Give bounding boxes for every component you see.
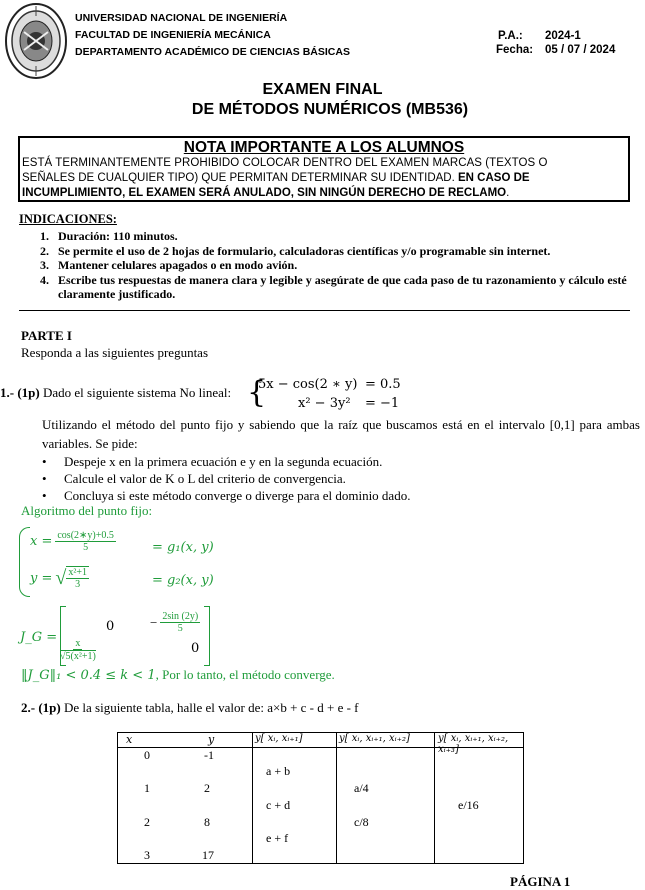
equation-2-rhs: = −1 — [365, 396, 400, 411]
y-value: -1 — [204, 748, 214, 762]
third-diff-value: e/16 — [458, 798, 479, 812]
part-subtitle: Responda a las siguientes preguntas — [21, 345, 209, 360]
part-title: PARTE I — [21, 328, 72, 343]
first-diff-value: a + b — [266, 764, 291, 778]
question-1-paragraph: Utilizando el método del punto fijo y sabiendo que la raíz que buscamos está en el intervalo [0,1] para ambas variables. Se pide: — [42, 417, 640, 451]
important-notice-box — [18, 136, 630, 202]
jacobian-label: J_G = — [20, 630, 58, 645]
bullet-item: • Calcule el valor de K o L del criterio de convergencia. — [42, 471, 346, 486]
date-value: 05 / 07 / 2024 — [545, 44, 616, 56]
x-value: 3 — [144, 848, 150, 862]
x-value: 2 — [144, 815, 150, 829]
instructions-list — [40, 229, 630, 302]
system-brace: { — [247, 375, 267, 410]
matrix-entry-22: 0 — [191, 641, 200, 656]
university-seal — [4, 2, 68, 80]
second-diff-value: a/4 — [354, 781, 369, 795]
instruction-item: 1. Duración: 110 minutos. — [40, 229, 178, 243]
notice-line-1: ESTÁ TERMINANTEMENTE PROHIBIDO COLOCAR DENTRO DEL EXAMEN MARCAS (TEXTOS O — [22, 157, 548, 169]
header-third-diff: y[ xᵢ, xᵢ₊₁, xᵢ₊₂, xᵢ₊₃] — [438, 733, 509, 755]
instructions-heading: INDICACIONES: — [19, 212, 117, 226]
instruction-item: 2. Se permite el uso de 2 hojas de formulario, calculadoras científicas y/o programable sin internet. — [40, 243, 551, 258]
notice-line-3: INCUMPLIMIENTO, EL EXAMEN SERÁ ANULADO, SIN NINGÚN DERECHO DE RECLAMO. — [22, 187, 510, 199]
equation-2-lhs: x² − 3y² — [298, 396, 351, 411]
pa-value: 2024-1 — [545, 30, 581, 42]
x-value: 1 — [144, 781, 150, 795]
section-divider — [19, 310, 630, 311]
g1-label: = g₁(x, y) — [152, 540, 214, 555]
x-value: 0 — [144, 748, 150, 762]
instruction-item: 3. Mantener celulares apagados o en modo avión. — [40, 258, 298, 272]
fixed-point-brace — [19, 527, 30, 597]
matrix-entry-21: $\frac{x}{\text{√5(x²+1)}}$ — [60, 638, 96, 662]
matrix-entry-11: 0 — [106, 619, 115, 634]
first-diff-value: c + d — [266, 798, 291, 812]
equation-1-lhs: 5x − cos(2 ∗ y) — [258, 377, 358, 392]
divided-differences-table — [117, 732, 524, 864]
notice-line-2: SEÑALES DE CUALQUIER TIPO) QUE PERMITAN DETERMINAR SU IDENTIDAD. EN CASO DE — [22, 172, 530, 184]
question-2-intro: 2.- (1p) De la siguiente tabla, halle el valor de: a×b + c - d + e - f — [21, 700, 359, 715]
header-first-diff: y[ xᵢ, xᵢ₊₁] — [255, 733, 303, 744]
algorithm-title: Algoritmo del punto fijo: — [21, 503, 153, 518]
header-x: x — [126, 733, 133, 746]
date-label: Fecha: — [496, 44, 534, 56]
y-value: 8 — [204, 815, 210, 829]
department-name: DEPARTAMENTO ACADÉMICO DE CIENCIAS BÁSICAS — [75, 46, 350, 58]
pa-label: P.A.: — [498, 30, 523, 42]
y-equation: y = √ $\frac{\text{x²+1}}{3}$ — [30, 567, 87, 590]
page-number: PÁGINA 1 — [510, 874, 571, 889]
course-title: DE MÉTODOS NUMÉRICOS (MB536) — [191, 101, 469, 118]
bullet-item: • Concluya si este método converge o diverge para el dominio dado. — [42, 488, 411, 503]
university-name: UNIVERSIDAD NACIONAL DE INGENIERÍA — [75, 12, 288, 24]
equation-1-rhs: = 0.5 — [365, 377, 401, 392]
bullet-item: • Despeje x en la primera ecuación e y en la segunda ecuación. — [42, 454, 383, 469]
header-y: y — [208, 733, 215, 746]
notice-heading: NOTA IMPORTANTE A LOS ALUMNOS — [183, 139, 465, 156]
y-value: 2 — [204, 781, 210, 795]
header-second-diff: y[ xᵢ, xᵢ₊₁, xᵢ₊₂] — [339, 733, 410, 744]
second-diff-value: c/8 — [354, 815, 369, 829]
y-value: 17 — [202, 848, 214, 862]
instruction-item: 4. Escribe tus respuestas de manera clara y legible y asegúrate de que cada paso de tu razonamiento y cálculo esté claramente justificado. — [40, 272, 627, 301]
g2-label: = g₂(x, y) — [152, 573, 214, 588]
convergence-conclusion: ‖J_G‖₁ < 0.4 ≤ k < 1, Por lo tanto, el método converge. — [21, 667, 335, 683]
question-1-intro: 1.- (1p) Dado el siguiente sistema No lineal: — [0, 385, 232, 400]
first-diff-value: e + f — [266, 831, 289, 845]
question-1-bullets — [42, 453, 410, 504]
faculty-name: FACULTAD DE INGENIERÍA MECÁNICA — [75, 29, 271, 41]
x-equation: x = $\frac{\cos(2∗y)+0.5}{5}$ — [30, 530, 114, 553]
exam-title: EXAMEN FINAL — [262, 81, 383, 98]
matrix-entry-12: − $\frac{2\sin (2y)}{5}$ — [150, 611, 199, 634]
